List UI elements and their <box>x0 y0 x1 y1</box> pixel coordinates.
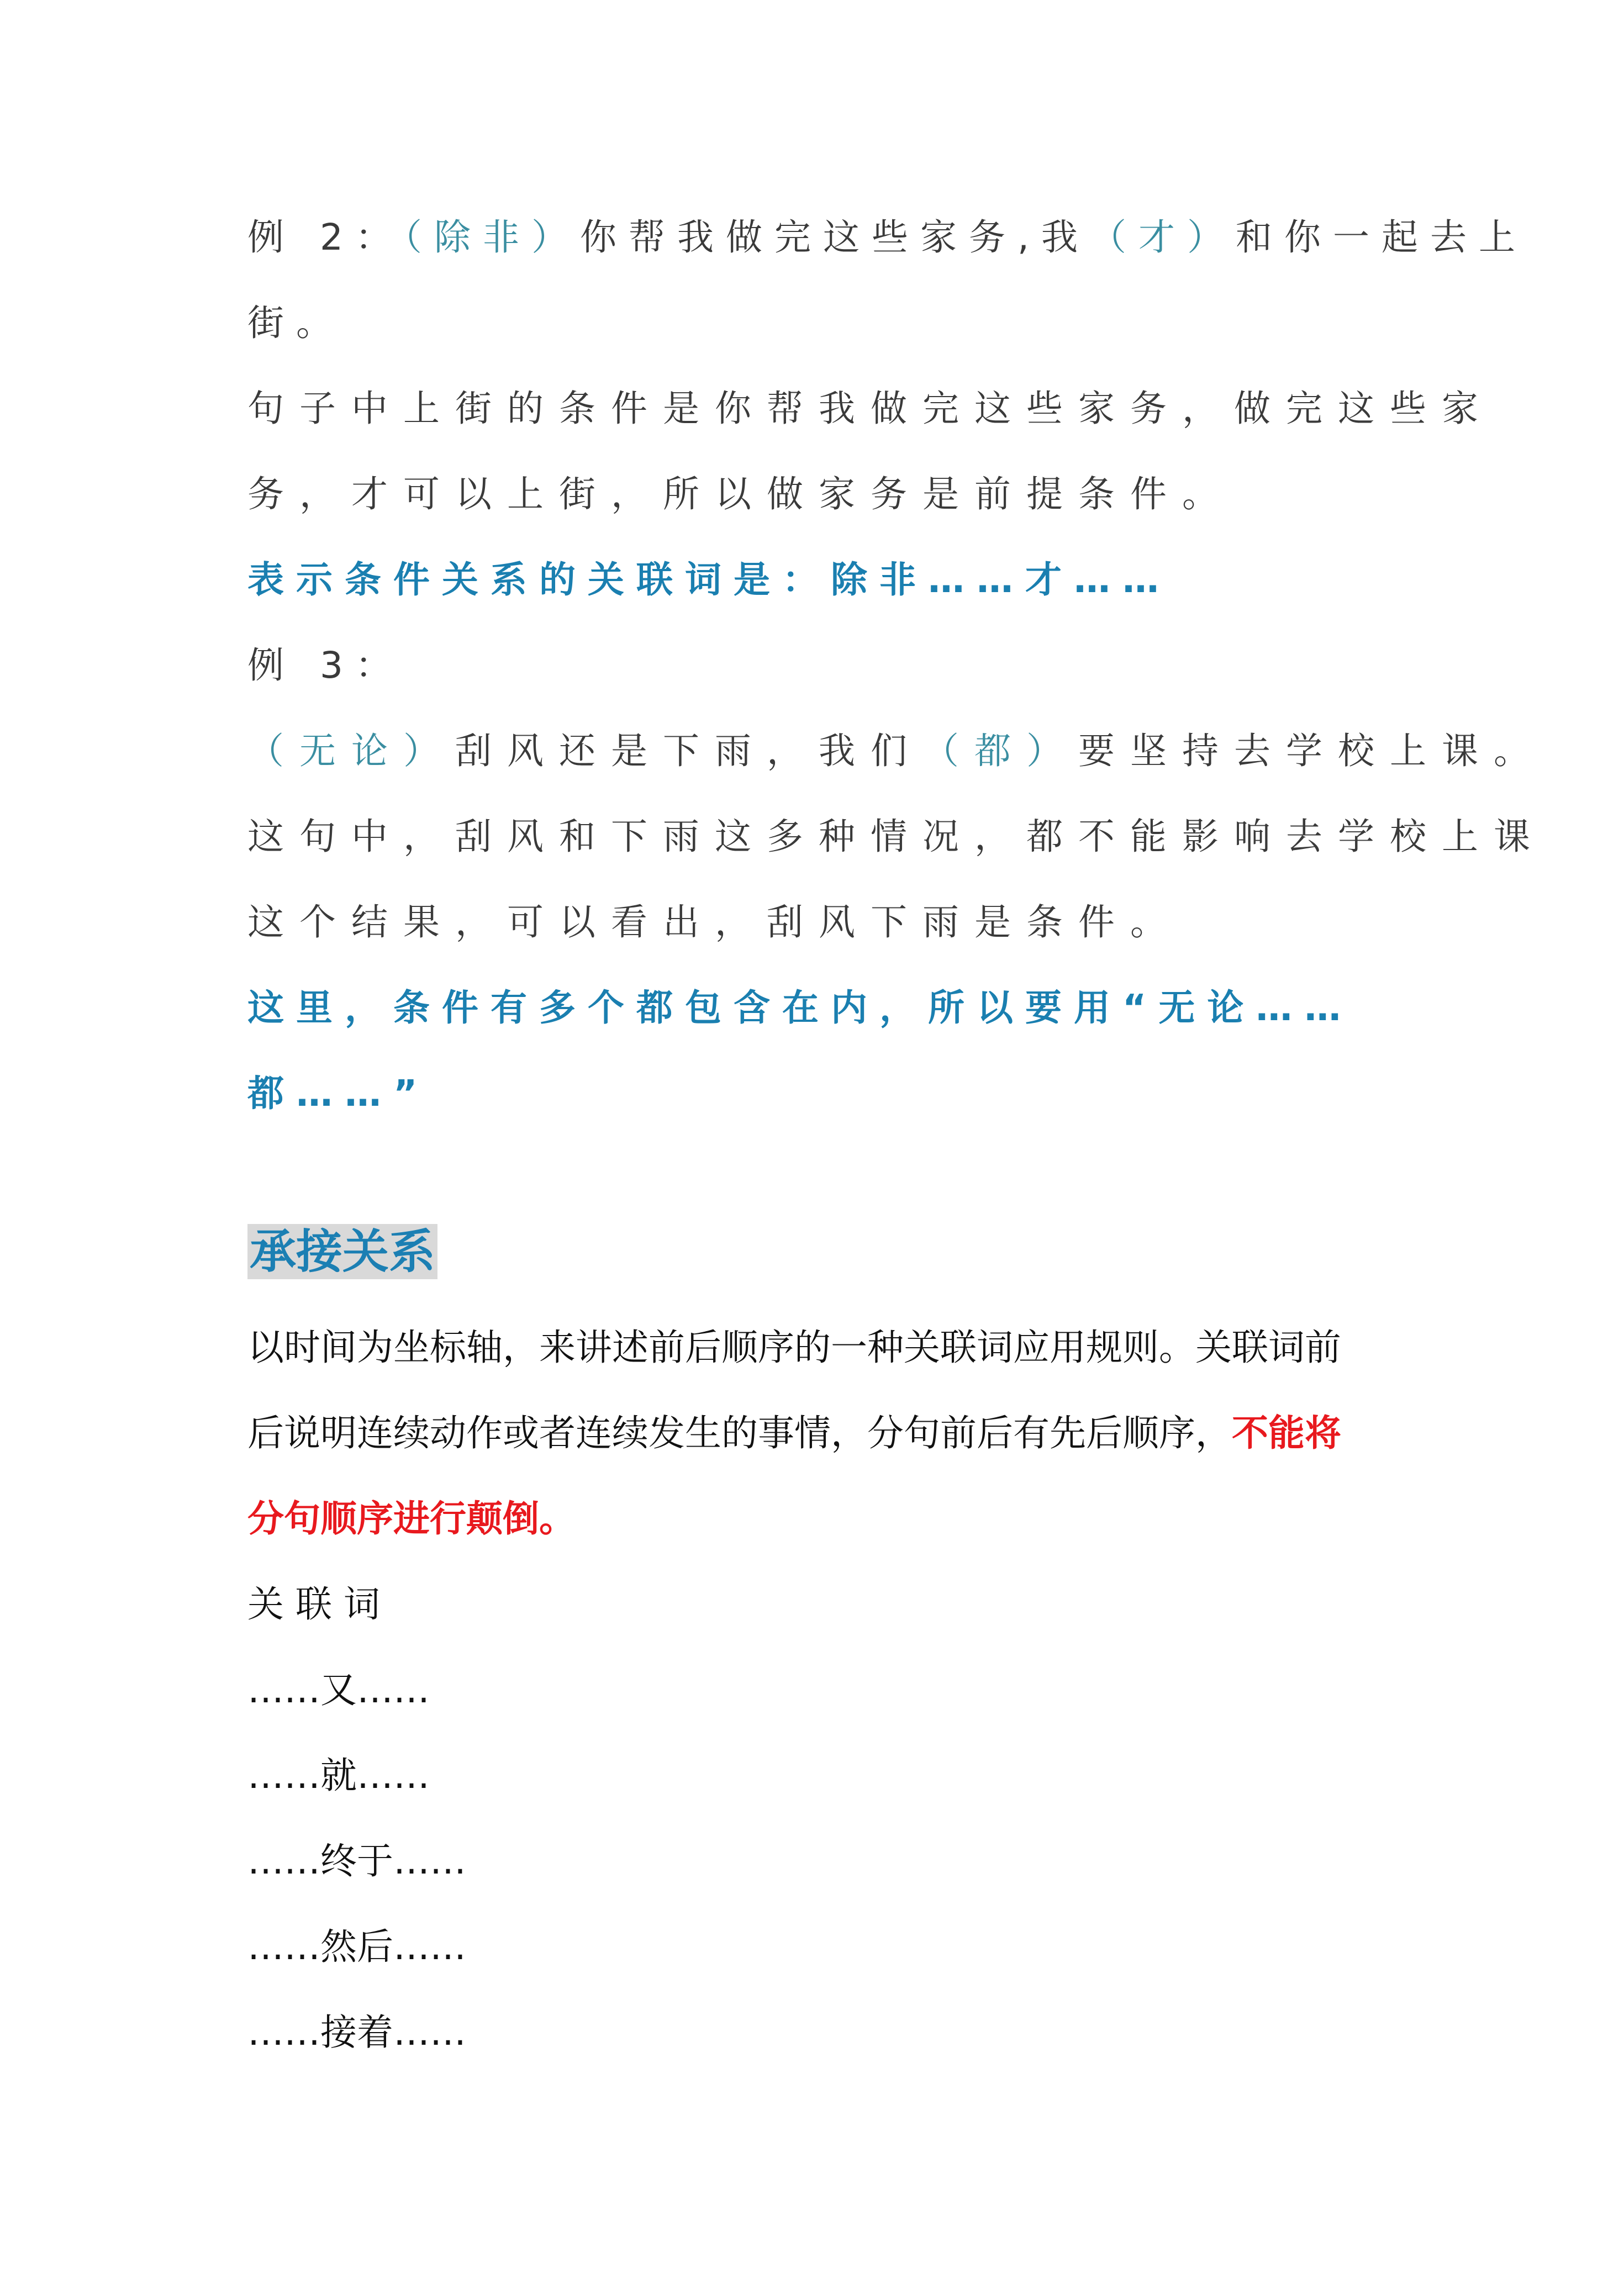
list-item: ……就…… <box>247 1754 430 1797</box>
section-warning: 分句顺序进行颠倒。 <box>247 1497 576 1540</box>
section-heading: 承接关系 <box>247 1224 437 1279</box>
blank-answer: （无论） <box>247 730 455 772</box>
example2-sentence <box>247 213 1527 262</box>
blank-answer: （都） <box>922 730 1078 772</box>
warning-text: 不能将 <box>1232 1412 1341 1454</box>
example3-explanation-2: 这个结果，可以看出，刮风下雨是条件。 <box>247 901 1182 943</box>
blank-answer: （除非） <box>403 216 580 258</box>
example3-label: 例 3： <box>247 644 404 687</box>
example2-summary: 表示条件关系的关联词是：除非……才…… <box>247 558 1171 601</box>
sentence-text: 刮风还是下雨，我们 <box>455 730 922 772</box>
section-description-1: 以时间为坐标轴，来讲述前后顺序的一种关联词应用规则。关联词前 <box>247 1326 1341 1369</box>
list-item: ……接着…… <box>247 2011 466 2054</box>
sentence-text: 和你一起去上 <box>1235 216 1527 258</box>
list-item: ……终于…… <box>247 1840 466 1882</box>
list-item: ……然后…… <box>247 1925 466 1968</box>
example3-explanation-1: 这句中，刮风和下雨这多种情况，都不能影响去学校上课 <box>247 815 1546 858</box>
example2-explanation-1: 句子中上街的条件是你帮我做完这些家务，做完这些家 <box>247 387 1494 430</box>
blank-answer: （才） <box>1089 216 1236 258</box>
list-item: ……又…… <box>247 1669 430 1711</box>
example2-explanation-2: 务，才可以上街，所以做家务是前提条件。 <box>247 473 1234 515</box>
conjunction-list-title: 关 联 词 <box>247 1583 380 1626</box>
sentence-text: 你帮我做完这些家务,我 <box>579 216 1090 258</box>
example-label: 例 2： <box>247 216 404 258</box>
description-text: 后说明连续动作或者连续发生的事情，分句前后有先后顺序， <box>247 1412 1232 1454</box>
example3-sentence <box>247 726 1546 776</box>
example3-summary-2: 都……” <box>247 1072 430 1115</box>
section-description-2 <box>247 1408 1341 1458</box>
example3-summary-1: 这里，条件有多个都包含在内，所以要用“无论…… <box>247 986 1353 1029</box>
example2-sentence-cont: 街。 <box>247 302 345 344</box>
sentence-text: 要坚持去学校上课。 <box>1078 730 1546 772</box>
